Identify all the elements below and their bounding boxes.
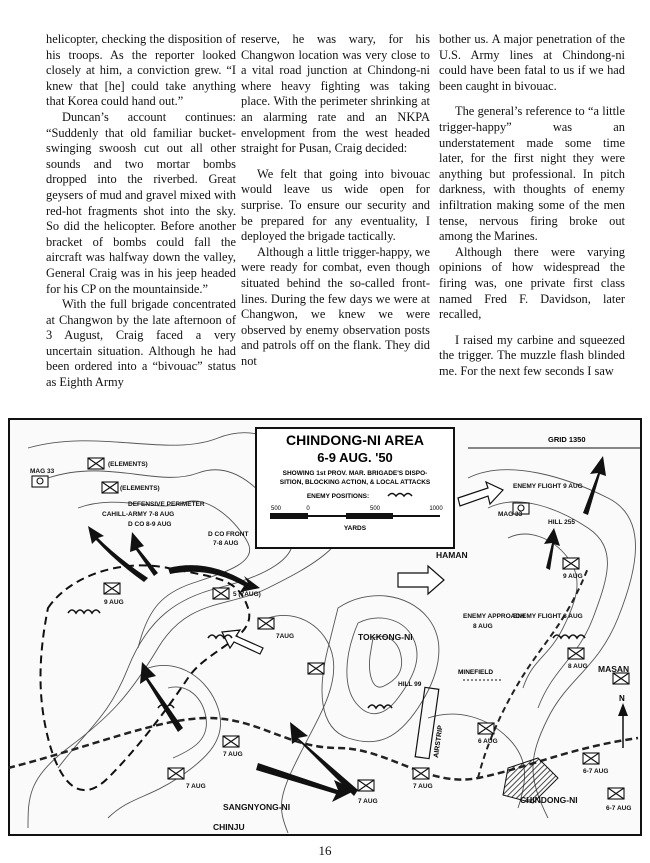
- svg-text:9 AUG: 9 AUG: [104, 599, 124, 606]
- svg-text:GRID 1350: GRID 1350: [548, 435, 586, 444]
- unit-symbol: [258, 618, 274, 629]
- svg-text:MINEFIELD: MINEFIELD: [458, 669, 494, 676]
- map-dates: 6-9 AUG. '50: [317, 450, 393, 465]
- svg-text:8 AUG: 8 AUG: [473, 623, 493, 630]
- svg-text:8 AUG: 8 AUG: [568, 663, 588, 670]
- unit-symbol: [358, 780, 374, 791]
- svg-text:6-7 AUG: 6-7 AUG: [583, 768, 609, 775]
- svg-text:6-7 AUG: 6-7 AUG: [606, 805, 632, 812]
- svg-text:ENEMY FLIGHT 8 AUG: ENEMY FLIGHT 8 AUG: [513, 613, 583, 620]
- paragraph: With the full brigade concentrated at Changwon by the late afternoon of 3 August, Craig faced a very uncertain situation. Although he had been ordered into a “bivouac” status as Eighth Army: [46, 297, 236, 390]
- place-chindong-ni: CHINDONG-NI: [520, 795, 578, 805]
- svg-text:7-8 AUG: 7-8 AUG: [213, 540, 239, 547]
- map-subtitle-line-1: SHOWING 1st PROV. MAR. BRIGADE'S DISPO-: [282, 470, 428, 477]
- svg-text:AIRSTRIP: AIRSTRIP: [433, 724, 445, 759]
- paragraph: Duncan’s account continues: “Suddenly that old familiar bucket-swinging swoosh cut out all other sounds and two mortar bombs dropped into the riverbed. Great geysers of mud and gravel mixed with red-hot fragments shot into the sky. So did the helicopter. Before another bracket of bombs could fall the aircraft was halfway down the valley, General Craig was in his jeep headed for his CP on the mountainside.”: [46, 109, 236, 296]
- svg-text:9 AUG: 9 AUG: [563, 573, 583, 580]
- svg-text:(ELEMENTS): (ELEMENTS): [120, 485, 160, 492]
- unit-symbol: [563, 558, 579, 569]
- text-column-2: [241, 32, 430, 369]
- paragraph: Although there were varying opinions of how widespread the firing was, one private first class named Fred F. Davidson, later recalled,: [439, 244, 625, 322]
- unit-symbol: [104, 583, 120, 594]
- scale-tick: 0: [306, 506, 310, 512]
- scale-bar-segment: [270, 513, 308, 519]
- map-title-box: [256, 428, 454, 548]
- unit-symbol: [613, 673, 629, 684]
- scale-tick: 500: [270, 506, 282, 512]
- svg-text:ENEMY APPROACH: ENEMY APPROACH: [463, 613, 525, 620]
- unit-symbol: [213, 588, 229, 599]
- paragraph: bother us. A major penetration of the U.S. Army lines at Chindong-ni could have been fatal to us if we had been caught in bivouac.: [439, 32, 625, 93]
- unit-symbol: [32, 476, 48, 487]
- unit-symbol: [583, 753, 599, 764]
- place-tokkong-ni: TOKKONG-NI: [358, 632, 413, 642]
- svg-text:MAG 33: MAG 33: [498, 511, 523, 518]
- scale-bar-segment: [346, 513, 393, 519]
- text-column-1: [46, 32, 236, 391]
- place-hill-255: HILL 255: [548, 519, 575, 526]
- svg-text:(ELEMENTS): (ELEMENTS): [108, 461, 148, 468]
- scale-tick: 500: [369, 506, 381, 512]
- svg-text:D CO 8-9 AUG: D CO 8-9 AUG: [128, 521, 172, 528]
- svg-text:DEFENSIVE PERIMETER: DEFENSIVE PERIMETER: [128, 501, 205, 508]
- unit-symbol: [168, 768, 184, 779]
- place-sangnyong-ni: SANGNYONG-NI: [223, 802, 291, 812]
- unit-symbol: [102, 482, 118, 493]
- map-title: CHINDONG-NI AREA: [286, 432, 424, 448]
- unit-symbol: [608, 788, 624, 799]
- text-column-3: [439, 32, 625, 379]
- unit-symbol: [223, 736, 239, 747]
- svg-text:MAG 33: MAG 33: [30, 468, 55, 475]
- place-masan: MASAN: [598, 664, 630, 674]
- svg-text:5 (7AUG): 5 (7AUG): [233, 591, 261, 598]
- svg-text:CAHILL-ARMY 7-8 AUG: CAHILL-ARMY 7-8 AUG: [102, 511, 175, 518]
- svg-text:N: N: [619, 694, 625, 703]
- paragraph: We felt that going into bivouac would leave us wide open for surprise. To ensure our security and be prepared for any eventuality, I deployed the brigade tactically.: [241, 166, 430, 244]
- svg-text:ENEMY FLIGHT 9 AUG: ENEMY FLIGHT 9 AUG: [513, 483, 583, 490]
- paragraph: The general’s reference to “a little trigger-happy” was an understatement made some time later, for the first night they were anything but professional. In pitch darkness, with thoughts of enemy infiltration making some of the men tense, nervous firing broke out among the Marines.: [439, 104, 625, 244]
- unit-symbol: [308, 663, 324, 674]
- paragraph: reserve, he was wary, for his Changwon location was very close to a vital road junction at Chindong-ni where heavy fighting was taking place. With the perimeter shrinking at an alarming rate and an NKPA envelopment from the west headed straight for Pusan, Craig decided:: [241, 32, 430, 156]
- svg-text:7 AUG: 7 AUG: [223, 751, 243, 758]
- svg-text:6 AUG: 6 AUG: [478, 738, 498, 745]
- unit-symbol: [568, 648, 584, 659]
- page-number: 16: [318, 843, 332, 858]
- unit-symbol: [88, 458, 104, 469]
- chindong-ni-area-map: [8, 418, 642, 836]
- enemy-positions-label: ENEMY POSITIONS:: [306, 493, 370, 500]
- scale-unit: YARDS: [343, 525, 367, 532]
- svg-text:D CO FRONT: D CO FRONT: [208, 531, 249, 538]
- unit-symbol: [478, 723, 494, 734]
- svg-text:7 AUG: 7 AUG: [413, 783, 433, 790]
- paragraph: Although a little trigger-happy, we were ready for combat, even though situated behind the so-called front-lines. During the few days we were at Changwon, we knew we were observed by enemy observation posts and patrols off on the flank. They did not: [241, 244, 430, 368]
- map-subtitle-line-2: SITION, BLOCKING ACTION, & LOCAL ATTACKS: [279, 479, 431, 486]
- place-hill-99: HILL 99: [398, 681, 422, 688]
- place-chinju: CHINJU: [213, 822, 245, 832]
- unit-symbol: [413, 768, 429, 779]
- scale-tick: 1000: [429, 506, 443, 512]
- place-haman: HAMAN: [436, 550, 468, 560]
- paragraph: I raised my carbine and squeezed the trigger. The muzzle flash blinded me. For the next few seconds I saw: [439, 332, 625, 378]
- svg-text:7AUG: 7AUG: [276, 633, 295, 640]
- svg-text:7 AUG: 7 AUG: [358, 798, 378, 805]
- paragraph: helicopter, checking the disposition of his troops. As the reporter looked closely at him, a conviction grew. “I knew that [he] could take anything that Korea could hand out.”: [46, 32, 236, 109]
- svg-text:7 AUG: 7 AUG: [186, 783, 206, 790]
